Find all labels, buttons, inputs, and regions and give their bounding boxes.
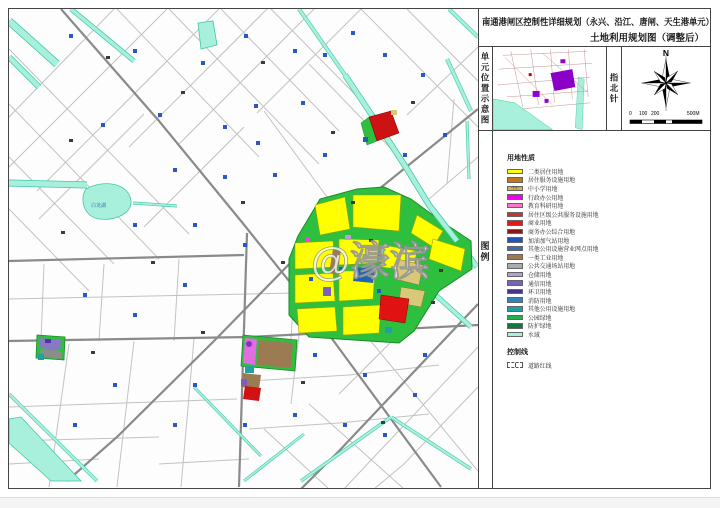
compass-label-cell xyxy=(607,47,622,130)
road-redline-symbol xyxy=(507,362,523,368)
south-cluster xyxy=(241,335,297,401)
lake-label: 白龙湖 xyxy=(91,203,107,209)
west-cluster xyxy=(36,335,65,360)
legend-swatch xyxy=(507,220,523,226)
legend-item-label: 教育科研用地 xyxy=(528,203,564,211)
legend-swatch xyxy=(507,254,523,260)
legend-item-label: 仓储用地 xyxy=(528,271,552,279)
sheet-bottom-margin xyxy=(0,497,720,508)
location-label-cell xyxy=(478,47,493,130)
compass-cell xyxy=(622,47,710,130)
purple-parcel xyxy=(323,287,331,296)
legend-swatch xyxy=(507,280,523,286)
legend-row xyxy=(507,279,710,288)
legend-row xyxy=(507,305,710,314)
legend-swatch xyxy=(507,289,523,295)
map-area xyxy=(9,9,479,488)
legend-swatch xyxy=(507,323,523,329)
commercial-parcel xyxy=(379,295,409,323)
legend-row xyxy=(507,167,710,176)
scale-tick: 200 xyxy=(651,111,660,117)
legend-row xyxy=(507,287,710,296)
map-title: 南通港闸区控制性详细规划（永兴、沿江、唐闸、天生港单元） xyxy=(482,17,714,27)
legend-item-label: 通信用地 xyxy=(528,280,552,288)
title-block xyxy=(478,9,714,47)
legend-list xyxy=(507,167,710,339)
watermark-text: @濠滨 xyxy=(311,240,431,284)
legend-row xyxy=(507,244,710,253)
legend-row-road-redline xyxy=(507,361,710,370)
sheet-frame xyxy=(8,8,714,489)
legend-item-label: 加油加气站用地 xyxy=(528,237,570,245)
legend-swatch xyxy=(507,186,523,192)
legend-row xyxy=(507,201,710,210)
legend-row xyxy=(507,176,710,185)
legend-row xyxy=(507,219,710,228)
scale-tick: 500M xyxy=(687,111,700,117)
legend-item-label: 居住区级公共服务设施用地 xyxy=(528,211,599,219)
north-cluster xyxy=(361,110,399,145)
legend-item-label: 二类居住用地 xyxy=(528,168,564,176)
scale-tick: 100 xyxy=(639,111,648,117)
north-n-label: N xyxy=(662,48,670,58)
legend-swatch xyxy=(507,315,523,321)
map-subtitle: 土地利用规划图（调整后） xyxy=(589,33,704,44)
legend-label: 图例 xyxy=(479,241,490,263)
legend-title: 用地性质 xyxy=(507,155,535,162)
legend-item-label: 中小学用地 xyxy=(528,185,558,193)
legend-item-label: 一类工业用地 xyxy=(528,254,564,262)
legend-row xyxy=(507,227,710,236)
scale-bar xyxy=(629,111,709,127)
legend-item-label: 居住服务设施用地 xyxy=(528,177,576,185)
legend-item-label: 消防用地 xyxy=(528,297,552,305)
location-label: 单元位置示意图 xyxy=(480,51,490,126)
legend-row xyxy=(507,210,710,219)
scale-tick-labels xyxy=(629,111,709,118)
legend-row xyxy=(507,193,710,202)
legend-row xyxy=(507,313,710,322)
legend-item-label: 商务办公综合用地 xyxy=(528,228,576,236)
legend-swatch xyxy=(507,332,523,338)
legend-row xyxy=(507,270,710,279)
legend-swatch xyxy=(507,237,523,243)
legend-swatch xyxy=(507,272,523,278)
scale-bar-graphic xyxy=(629,119,709,125)
scale-tick: 0 xyxy=(629,111,632,117)
locator-map-cell xyxy=(493,47,607,130)
legend-item-label: 商业用地 xyxy=(528,220,552,228)
legend-swatch xyxy=(507,203,523,209)
legend-swatch xyxy=(507,169,523,175)
locator-map xyxy=(493,47,606,130)
legend-item-label: 水域 xyxy=(528,332,540,340)
teal-parcel xyxy=(385,327,392,333)
legend-item-label: 其他公用设施营业网点用地 xyxy=(528,246,599,254)
city-map xyxy=(9,9,478,488)
legend-row xyxy=(507,322,710,331)
legend-swatch xyxy=(507,306,523,312)
legend-row xyxy=(507,236,710,245)
legend-item-label: 防护绿地 xyxy=(528,323,552,331)
right-panel xyxy=(478,9,714,488)
legend-content xyxy=(493,131,710,488)
compass-rose-icon xyxy=(638,55,694,111)
legend-section xyxy=(478,131,710,488)
legend-swatch xyxy=(507,229,523,235)
legend-swatch xyxy=(507,297,523,303)
legend-row xyxy=(507,330,710,339)
legend-label-cell xyxy=(478,131,493,488)
legend-item-label: 道路红线 xyxy=(528,362,552,370)
legend-swatch xyxy=(507,194,523,200)
legend-row xyxy=(507,296,710,305)
mid-row xyxy=(478,47,710,131)
legend-swatch xyxy=(507,177,523,183)
compass-label: 指北针 xyxy=(609,72,619,105)
legend-item-label: 公共交通场站用地 xyxy=(528,263,576,271)
legend-row xyxy=(507,262,710,271)
legend-item-label: 公园绿地 xyxy=(528,314,552,322)
legend-swatch xyxy=(507,263,523,269)
legend-swatch-text: 中小 xyxy=(511,185,519,191)
control-lines-title: 控制线 xyxy=(507,348,528,356)
legend-swatch xyxy=(507,246,523,252)
legend-row xyxy=(507,184,710,193)
legend-row xyxy=(507,253,710,262)
legend-item-label: 行政办公用地 xyxy=(528,194,564,202)
legend-swatch xyxy=(507,212,523,218)
legend-item-label: 其他公用设施用地 xyxy=(528,306,576,314)
legend-item-label: 环卫用地 xyxy=(528,289,552,297)
admin-parcel xyxy=(305,237,310,242)
